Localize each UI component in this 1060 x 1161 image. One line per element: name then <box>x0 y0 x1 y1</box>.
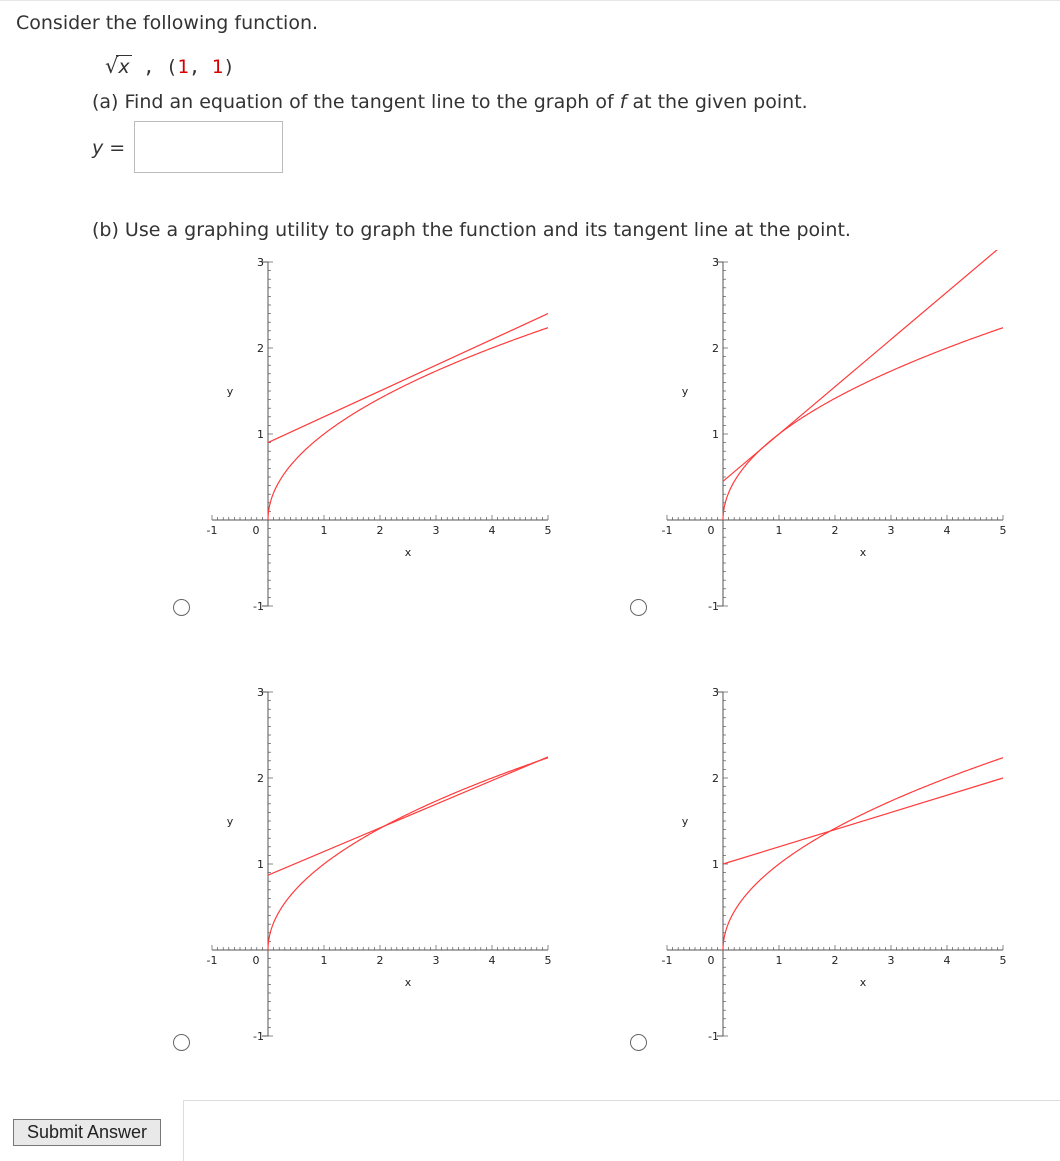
tangent-equation-input[interactable] <box>134 121 283 173</box>
point-close: ) <box>223 56 235 78</box>
function-curve <box>268 758 548 950</box>
x-tick-label: 4 <box>488 524 496 537</box>
choice-2-graph <box>655 250 1015 665</box>
function-expression <box>105 54 235 78</box>
footer-divider-vertical <box>183 1100 184 1161</box>
x-tick-label: 2 <box>831 524 839 537</box>
y-tick-label: 3 <box>712 256 719 269</box>
x-axis-label: x <box>859 546 867 559</box>
x-tick-label: 1 <box>775 954 783 967</box>
y-tick-label: -1 <box>253 1030 264 1043</box>
x-tick-label: 5 <box>999 524 1007 537</box>
answer-label-y: y <box>92 137 104 159</box>
y-tick-label: -1 <box>708 1030 719 1043</box>
point-comma: , <box>188 56 212 78</box>
point-open: ( <box>154 56 178 78</box>
footer-divider <box>183 1100 1060 1101</box>
x-tick-label: 5 <box>544 954 552 967</box>
choice-4-graph <box>655 680 1015 1095</box>
y-tick-label: 2 <box>257 772 264 785</box>
y-tick-label: 3 <box>712 686 719 699</box>
x-tick-label: 4 <box>488 954 496 967</box>
x-axis-label: x <box>404 546 412 559</box>
x-tick-label: 0 <box>707 954 715 967</box>
x-axis-label: x <box>859 976 867 989</box>
y-tick-label: 2 <box>257 342 264 355</box>
y-tick-label: 2 <box>712 342 719 355</box>
choice-2-radio[interactable] <box>630 599 647 616</box>
function-separator: , <box>131 56 155 78</box>
x-tick-label: -1 <box>661 954 673 967</box>
y-tick-label: 2 <box>712 772 719 785</box>
sqrt-expression <box>105 54 132 78</box>
answer-label-eq: = <box>103 137 126 159</box>
x-tick-label: 3 <box>887 524 895 537</box>
tangent-line <box>268 314 548 443</box>
tangent-line <box>723 250 1003 481</box>
y-axis-label: y <box>681 815 689 828</box>
x-tick-label: 4 <box>943 524 951 537</box>
radical-sign-icon: √ <box>105 54 119 78</box>
tangent-line <box>268 757 548 875</box>
choice-4-radio[interactable] <box>630 1034 647 1051</box>
question-intro: Consider the following function. <box>16 12 319 34</box>
x-tick-label: 1 <box>320 524 328 537</box>
x-tick-label: 3 <box>887 954 895 967</box>
part-a-f: f <box>619 91 627 113</box>
function-curve <box>723 328 1003 520</box>
function-curve <box>723 758 1003 950</box>
x-tick-label: 0 <box>252 954 260 967</box>
x-tick-label: 0 <box>252 524 260 537</box>
x-tick-label: -1 <box>206 524 218 537</box>
x-tick-label: -1 <box>206 954 218 967</box>
x-tick-label: 2 <box>831 954 839 967</box>
choice-1-radio[interactable] <box>173 599 190 616</box>
x-tick-label: 2 <box>376 524 384 537</box>
top-divider <box>0 0 1060 1</box>
x-tick-label: 3 <box>432 954 440 967</box>
y-tick-label: 3 <box>257 686 264 699</box>
x-tick-label: 5 <box>544 524 552 537</box>
y-tick-label: 1 <box>257 428 264 441</box>
part-a-text-before: (a) Find an equation of the tangent line to the graph of <box>92 91 620 113</box>
part-b-prompt: (b) Use a graphing utility to graph the function and its tangent line at the point. <box>92 219 851 241</box>
x-tick-label: 2 <box>376 954 384 967</box>
part-a-text-after: at the given point. <box>626 91 808 113</box>
x-tick-label: 5 <box>999 954 1007 967</box>
radicand: x <box>118 56 130 78</box>
x-tick-label: 0 <box>707 524 715 537</box>
tangent-line <box>723 778 1003 864</box>
y-tick-label: 1 <box>257 858 264 871</box>
y-tick-label: 3 <box>257 256 264 269</box>
choice-3-radio[interactable] <box>173 1034 190 1051</box>
y-axis-label: y <box>681 385 689 398</box>
point-x: 1 <box>177 56 189 78</box>
choice-1-graph <box>200 250 560 665</box>
y-tick-label: -1 <box>708 600 719 613</box>
y-tick-label: 1 <box>712 428 719 441</box>
part-a-prompt <box>92 91 808 113</box>
submit-answer-button[interactable]: Submit Answer <box>13 1119 161 1146</box>
x-tick-label: 4 <box>943 954 951 967</box>
answer-label <box>92 137 125 159</box>
x-tick-label: 3 <box>432 524 440 537</box>
x-axis-label: x <box>404 976 412 989</box>
x-tick-label: -1 <box>661 524 673 537</box>
y-tick-label: -1 <box>253 600 264 613</box>
y-tick-label: 1 <box>712 858 719 871</box>
x-tick-label: 1 <box>775 524 783 537</box>
y-axis-label: y <box>226 385 234 398</box>
y-axis-label: y <box>226 815 234 828</box>
x-tick-label: 1 <box>320 954 328 967</box>
point-y: 1 <box>211 56 224 78</box>
choice-3-graph <box>200 680 560 1095</box>
